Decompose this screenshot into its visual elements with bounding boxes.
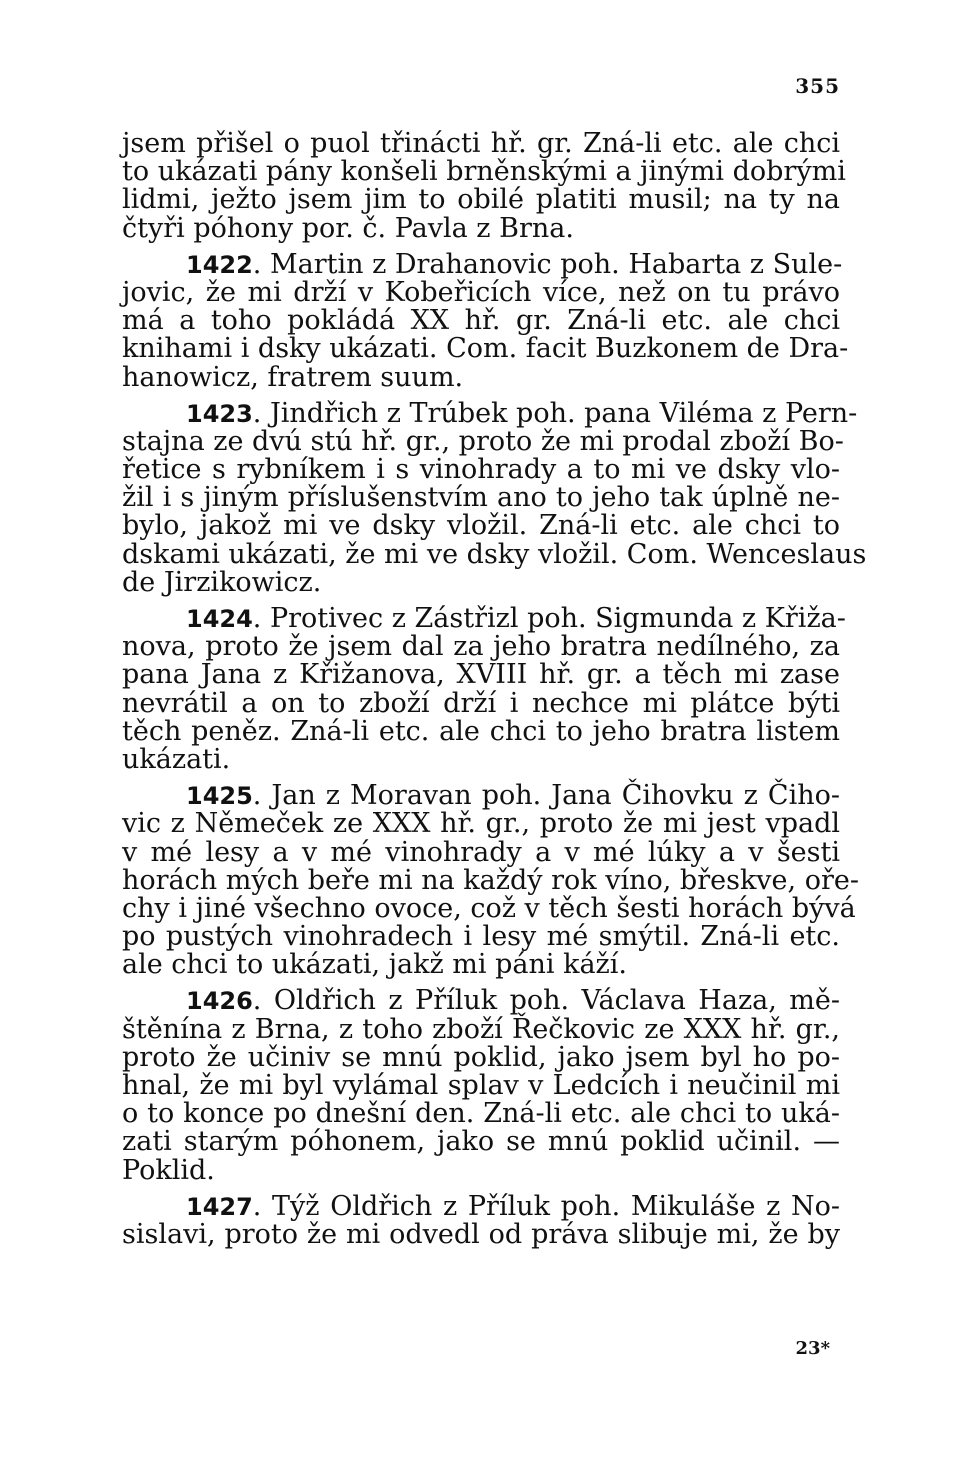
line-text: má a toho pokládá XX hř. gr. Zná-li etc. ale chci [122,305,840,337]
entry-number: 1424 [186,605,253,633]
line-text: proto že učiniv se mnú poklid, jako jsem byl ho po- [122,1041,840,1073]
line-text: zati starým póhonem, jako se mnú poklid učinil. — [122,1126,840,1158]
line-text: . Jan z Moravan poh. Jana Čihovku z Čiho- [252,780,840,812]
entry-number: 1427 [186,1192,253,1221]
line-text: vic z Němeček ze XXX hř. gr., proto že mi jest vpadl [122,808,840,840]
line-text: Poklid. [122,1154,215,1186]
line-text: lidmi, ježto jsem jim to obilé platiti musil; na ty na [122,184,840,216]
text-line [122,923,840,951]
text-line [122,1154,840,1186]
line-text: stajna ze dvú stú hř. gr., proto že mi prodal zboží Bo- [122,425,844,457]
entry-number: 1425 [186,782,253,811]
line-text: to ukázati pány konšeli brněnskými a jinými dobrými [122,156,846,188]
line-text: nova, proto že jsem dal za jeho bratra nedílného, za [122,631,840,663]
text-line [122,687,840,719]
line-text: bylo, jakož mi ve dsky vložil. Zná-li etc. ale chci to [122,510,840,542]
text-line [122,212,840,244]
text-line [122,836,840,868]
text-line [122,276,840,308]
body-text [122,128,867,1250]
line-text: pana Jana z Křižanova, XVIII hř. gr. a těch mi zase [122,659,840,691]
line-text: v mé lesy a v mé vinohrady a v mé lúky a v šesti [122,836,840,868]
line-text: těch peněz. Zná-li etc. ale chci to jeho bratra listem [122,715,840,747]
line-text: . Týž Oldřich z Příluk poh. Mikuláše z No- [252,1190,840,1222]
text-line [122,864,859,896]
text-line [122,456,840,484]
line-text: hnal, že mi byl vylámal splav v Ledcích i neučinil mi [122,1070,840,1101]
line-text: de Jirzikowicz. [122,566,322,598]
text-line [122,951,840,979]
text-line [122,397,858,429]
text-line [122,425,844,457]
text-line [122,810,840,838]
line-text: horách mých beře mi na každý rok víno, břeskve, oře- [122,864,859,896]
line-text: žil i s jiným příslušenstvím ano to jeho tak úplně ne- [122,482,840,514]
line-text: jovic, že mi drží v Kobeřicích více, než on tu právo [122,276,840,308]
line-text: ukázati. [122,743,231,775]
line-text: . Jindřich z Trúbek poh. pana Viléma z Pern- [252,397,858,429]
signature-mark: 23* [795,1338,830,1359]
text-line [122,1013,840,1045]
text-line [122,156,846,188]
text-line [122,1218,840,1250]
line-text: řetice s rybníkem i s vinohrady a to mi ve dsky vlo- [122,454,840,486]
line-text: knihami i dsky ukázati. Com. facit Buzkonem de Dra- [122,333,849,365]
text-line [122,130,840,158]
text-line [122,661,840,689]
line-text: jsem přišel o puol třinácti hř. gr. Zná-li etc. ale chci [122,128,840,159]
line-text: sislavi, proto že mi odvedl od práva slibuje mi, že by [122,1218,840,1250]
text-line [122,1041,840,1073]
line-text: čtyři póhony por. č. Pavla z Brna. [122,212,574,244]
page-number: 355 [795,74,840,98]
line-text: nevrátil a on to zboží drží i nechce mi plátce býti [122,687,840,719]
text-line [122,538,867,570]
text-line [122,603,846,634]
text-line [122,743,840,775]
entry-number: 1423 [186,399,253,428]
text-line [122,248,843,280]
text-line [122,566,840,598]
text-line [122,633,840,661]
text-line [122,1190,840,1222]
line-text: štěnína z Brna, z toho zboží Řečkovic ze XXX hř. gr., [122,1013,840,1045]
text-line [122,361,840,393]
entry-number: 1422 [186,250,253,279]
text-line [122,782,840,810]
line-text: o to konce po dnešní den. Zná-li etc. ale chci to uká- [122,1098,840,1130]
text-line [122,892,856,924]
line-text: hanowicz, fratrem suum. [122,361,464,393]
line-text: . Oldřich z Příluk poh. Václava Haza, mě- [252,985,840,1017]
line-text: ale chci to ukázati, jakž mi páni káží. [122,949,627,981]
text-line [122,1072,840,1100]
text-line [122,512,840,540]
line-text: . Martin z Drahanovic poh. Habarta z Sule- [252,248,843,280]
line-text: po pustých vinohradech i lesy mé smýtil. Zná-li etc. [122,921,840,953]
text-line [122,484,840,512]
text-line [122,307,840,335]
text-line [122,333,849,365]
line-text: chy i jiné všechno ovoce, což v těch šesti horách bývá [122,892,856,924]
line-text: dskami ukázati, že mi ve dsky vložil. Com. Wenceslaus [122,538,867,570]
text-line [122,1100,840,1128]
text-line [122,1128,840,1156]
text-line [122,987,840,1015]
entry-number: 1426 [186,987,253,1016]
text-line [122,715,840,747]
text-line [122,186,840,214]
line-text: . Protivec z Zástřizl poh. Sigmunda z Křiža- [252,603,846,634]
